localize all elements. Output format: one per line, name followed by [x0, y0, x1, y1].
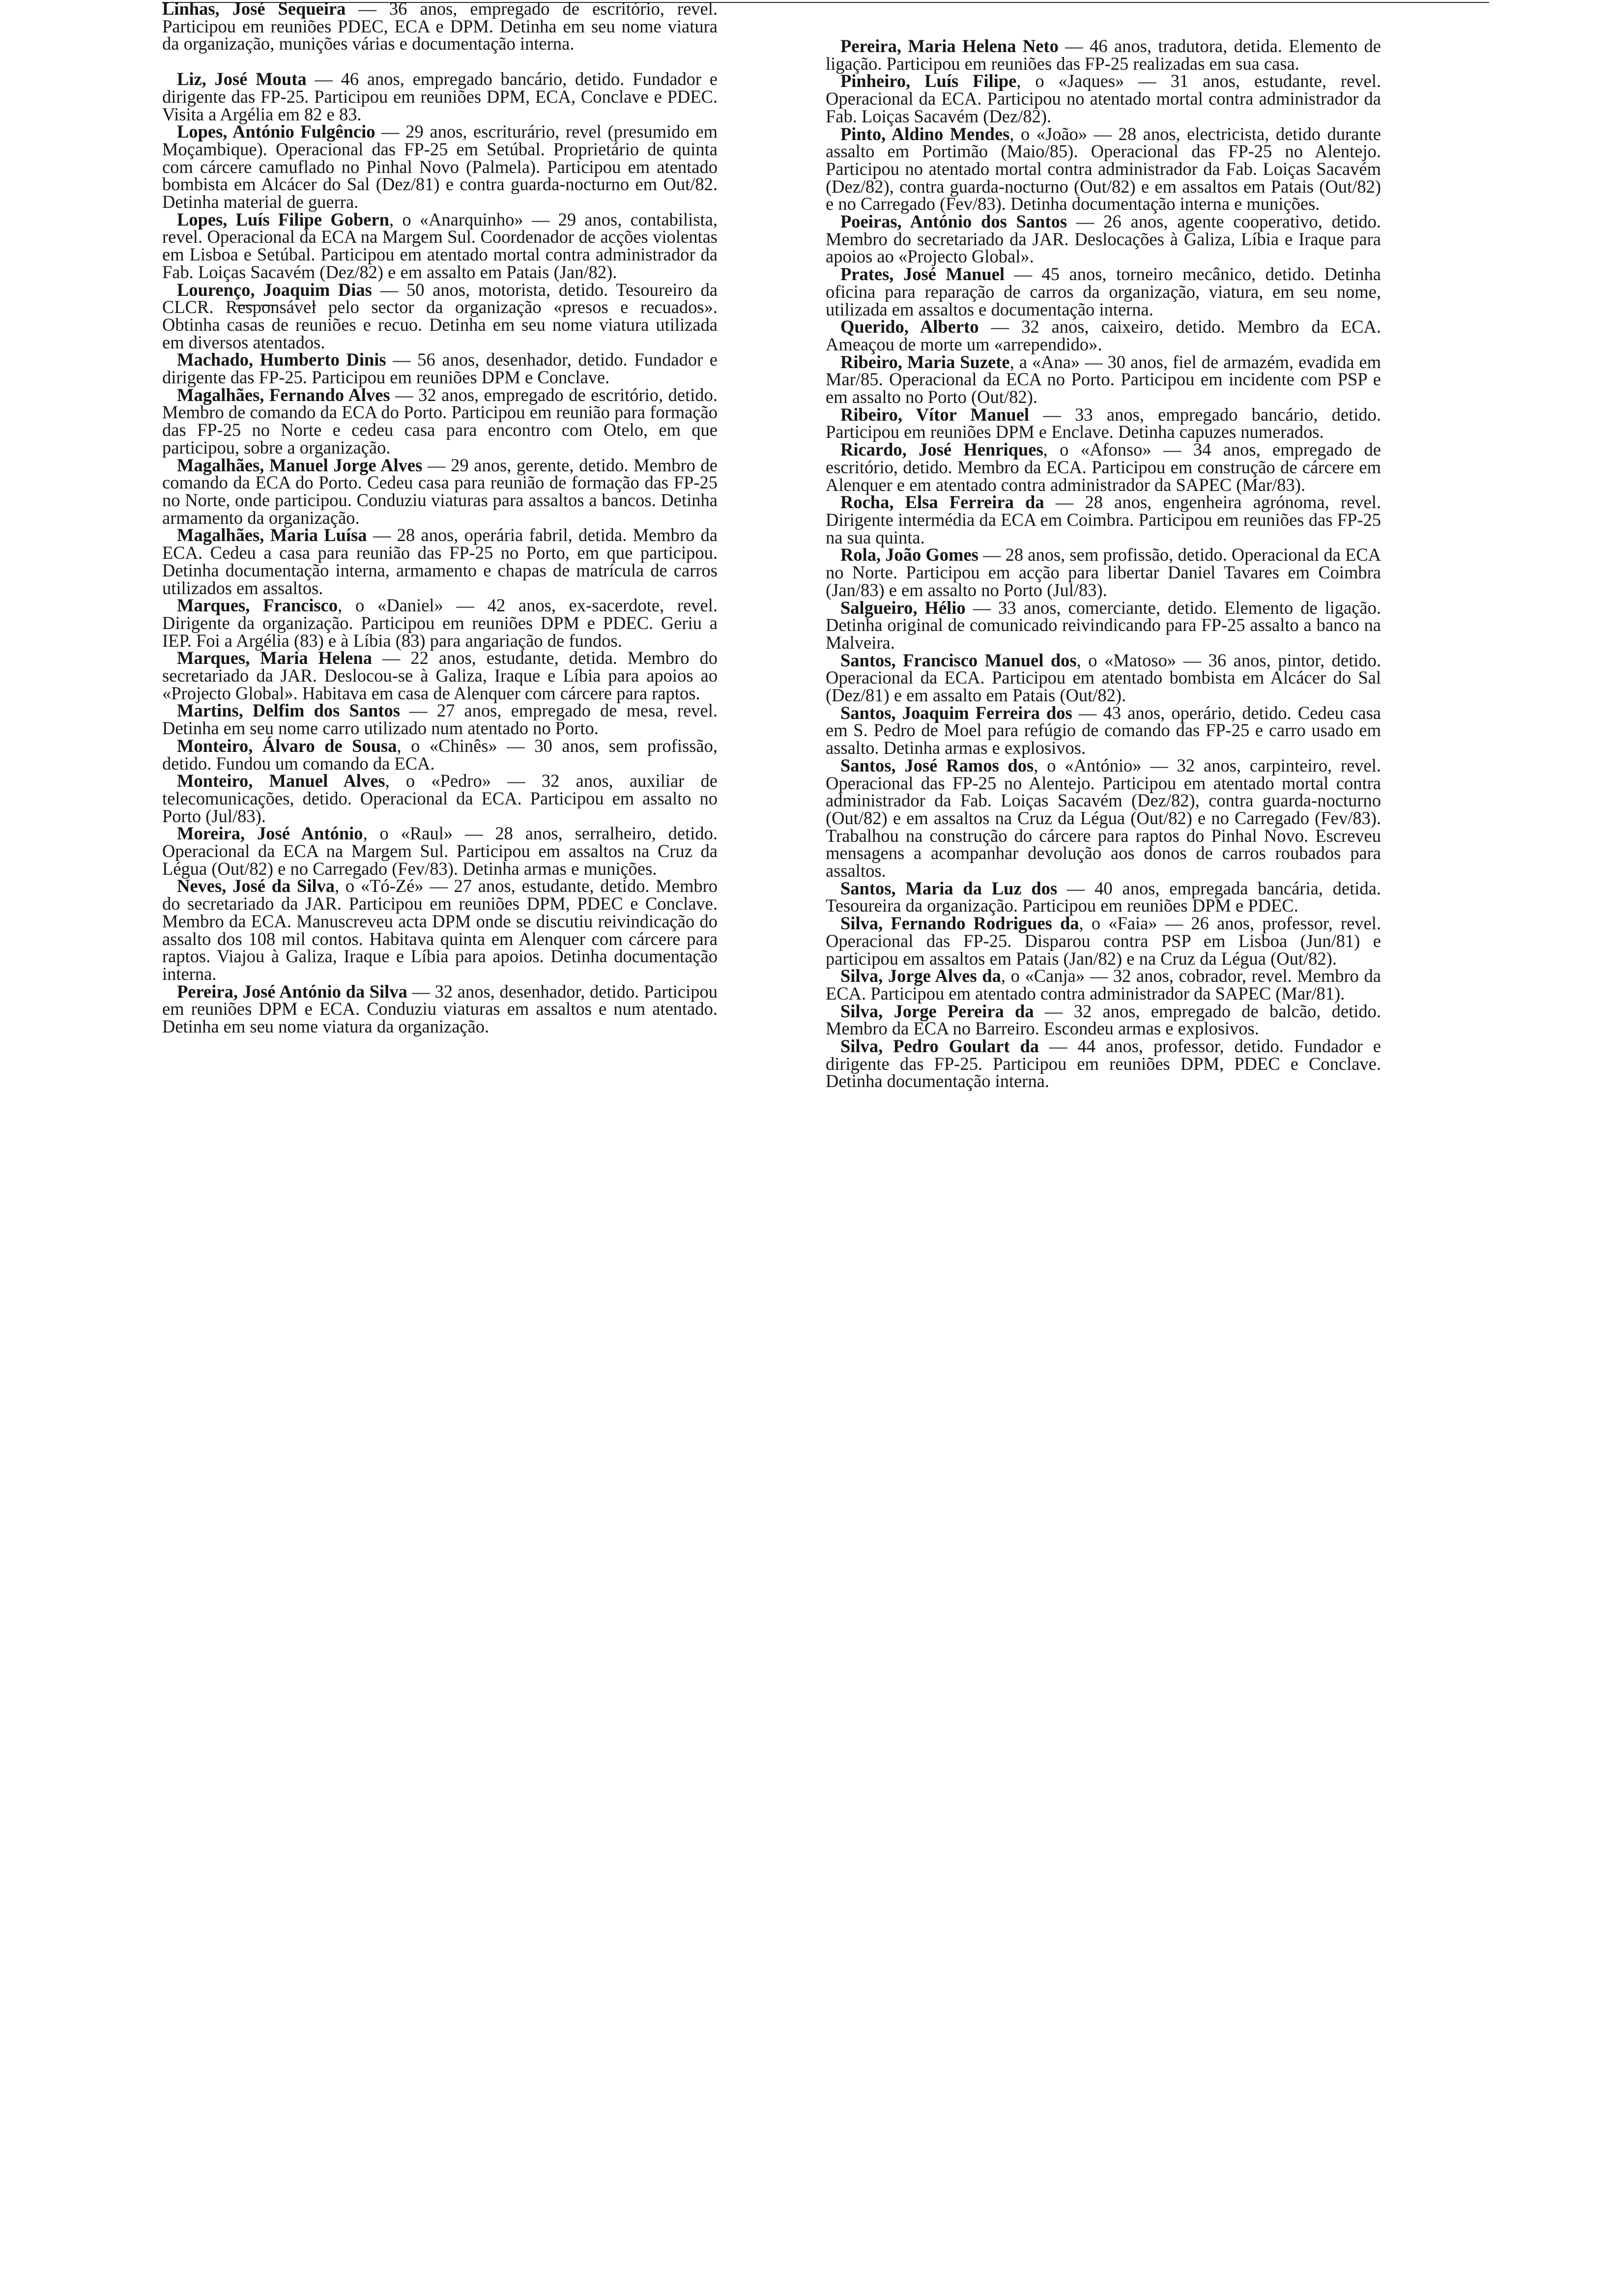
entry-ricardo: Ricardo, José Henriques, o «Afonso» — 34 anos, empregado de escritório, detido. Membro da ECA. Participou em construção de cárcere em Alenquer e em atentado contra administrador da SAPEC (Mar/83). — [826, 439, 1381, 495]
entry-liz: Liz, José Mouta — 46 anos, empregado bancário, detido. Fundador e dirigente das FP-25. Participou em reuniões DPM, ECA, Conclave e PDEC. Visita a Argélia em 82 e 83. — [162, 69, 718, 124]
entry-rocha: Rocha, Elsa Ferreira da — 28 anos, engenheira agrónoma, revel. Dirigente intermédia da ECA em Coimbra. Participou em reuniões das FP-25 na sua quinta. — [826, 492, 1381, 547]
entry-marques-maria: Marques, Maria Helena — 22 anos, estudante, detida. Membro do secretariado da JAR. Deslocou-se à Galiza, Iraque e Líbia para apoios ao «Projecto Global». Habitava em casa de Alenquer com cárcere para raptos. — [162, 648, 718, 703]
entry-lourenco: Lourenço, Joaquim Dias — 50 anos, motorista, detido. Tesoureiro da CLCR. Responsável pelo sector da organização «presos e recuados». Obtinha casas de reuniões e recuo. Detinha em seu nome viatura utilizada em diversos atentados. — [162, 279, 718, 352]
entry-linhas: Linhas, José Sequeira — 36 anos, empregado de escritório, revel. Participou em reuniões PDEC, ECA e DPM. Detinha em seu nome viatura da organização, munições várias e documentação interna. — [162, 0, 718, 54]
entry-machado: Machado, Humberto Dinis — 56 anos, desenhador, detido. Fundador e dirigente das FP-25. Participou em reuniões DPM e Conclave. — [162, 349, 718, 388]
entry-magalhaes-maria: Magalhães, Maria Luísa — 28 anos, operária fabril, detida. Membro da ECA. Cedeu a casa para reunião das FP-25 no Porto, em que participou. Detinha documentação interna, armamento e chapas de matrícula de carros utilizados em assaltos. — [162, 525, 718, 598]
entry-ribeiro-maria: Ribeiro, Maria Suzete, a «Ana» — 30 anos, fiel de armazém, evadida em Mar/85. Operacional da ECA no Porto. Participou em incidente com PSP e em assalto no Porto (Out/82). — [826, 351, 1381, 407]
entry-salgueiro: Salgueiro, Hélio — 33 anos, comerciante, detido. Elemento de ligação. Detinha original de comunicado reivindicando para FP-25 assalto a banco na Malveira. — [826, 597, 1381, 653]
right-column — [826, 0, 1381, 1090]
entry-ribeiro-vitor: Ribeiro, Vítor Manuel — 33 anos, empregado bancário, detido. Participou em reuniões DPM e Enclave. Detinha capuzes numerados. — [826, 404, 1382, 442]
entry-marques-francisco: Marques, Francisco, o «Daniel» — 42 anos, ex-sacerdote, revel. Dirigente da organização. Participou em reuniões DPM e PDEC. Geriu a IEP. Foi a Argélia (83) e à Líbia (83) para angariação de fundos. — [162, 595, 718, 651]
entry-monteiro-alvaro: Monteiro, Álvaro de Sousa, o «Chinês» — 30 anos, sem profissão, detido. Fundou um comando da ECA. — [162, 735, 718, 774]
entry-monteiro-manuel: Monteiro, Manuel Alves, o «Pedro» — 32 anos, auxiliar de telecomunicações, detido. Operacional da ECA. Participou em assalto no Porto (Jul/83). — [162, 771, 718, 826]
entry-neves: Neves, José da Silva, o «Tó-Zé» — 27 anos, estudante, detido. Membro do secretariado da JAR. Participou em reuniões DPM, PDEC e Conclave. Membro da ECA. Manuscreveu acta DPM onde se discutiu reivindicação do assalto dos 108 mil contos. Habitava quinta em Alenquer com cárcere para raptos. Viajou à Galiza, Iraque e Líbia para apoios. Detinha documentação interna. — [162, 876, 718, 984]
entry-pereira-maria: Pereira, Maria Helena Neto — 46 anos, tradutora, detida. Elemento de ligação. Participou em reuniões das FP-25 realizadas em sua casa. — [826, 36, 1381, 74]
entry-lopes-antonio: Lopes, António Fulgêncio — 29 anos, escriturário, revel (presumido em Moçambique). Operacional das FP-25 em Setúbal. Proprietário de quinta com cárcere camuflado no Pinhal Novo (Palmela). Participou em atentado bombista em Alcácer do Sal (Dez/81) e contra guarda-nocturno em Out/82. Detinha material de guerra. — [162, 121, 718, 212]
entry-silva-fernando: Silva, Fernando Rodrigues da, o «Faia» — 26 anos, professor, revel. Operacional das FP-25. Disparou contra PSP em Lisboa (Jun/81) e participou em assaltos em Patais (Jan/82) e na Cruz da Légua (Out/82). — [826, 913, 1381, 969]
entry-silva-jorge-alves: Silva, Jorge Alves da, o «Canja» — 32 anos, cobrador, revel. Membro da ECA. Participou em atentado contra administrador da SAPEC (Mar/81). — [826, 966, 1381, 1004]
entry-magalhaes-manuel: Magalhães, Manuel Jorge Alves — 29 anos, gerente, detido. Membro de comando da ECA do Porto. Cedeu casa para reunião de formação das FP-25 no Norte, onde participou. Conduziu viaturas para assaltos a bancos. Detinha armamento da organização. — [162, 455, 718, 528]
entry-pereira-jose: Pereira, José António da Silva — 32 anos, desenhador, detido. Participou em reuniões DPM e ECA. Conduziu viaturas em assaltos e num atentado. Detinha em seu nome viatura da organização. — [162, 981, 718, 1037]
entry-martins: Martins, Delfim dos Santos — 27 anos, empregado de mesa, revel. Detinha em seu nome carro utilizado num atentado no Porto. — [162, 700, 718, 739]
entry-silva-jorge-pereira: Silva, Jorge Pereira da — 32 anos, empregado de balcão, detido. Membro da ECA no Barreiro. Escondeu armas e explosivos. — [826, 1001, 1381, 1039]
entry-pinheiro: Pinheiro, Luís Filipe, o «Jaques» — 31 anos, estudante, revel. Operacional da ECA. Participou no atentado mortal contra administrador da Fab. Loiças Sacavém (Dez/82). — [826, 71, 1381, 126]
entry-querido: Querido, Alberto — 32 anos, caixeiro, detido. Membro da ECA. Ameaçou de morte um «arrependido». — [826, 316, 1382, 354]
entry-santos-jose: Santos, José Ramos dos, o «António» — 32 anos, carpinteiro, revel. Operacional das FP-25 no Alentejo. Participou em atentado mortal contra administrador da Fab. Loiças Sacavém (Dez/82), contra guarda-nocturno (Out/82) e em assaltos na Cruz da Légua (Out/82) e no Carregado (Fev/83). Trabalhou na construção do cárcere para raptos do Pinhal Novo. Escreveu mensagens a acompanhar devolução aos donos de carros roubados para assaltos. — [826, 755, 1381, 881]
left-column — [162, 0, 718, 1035]
entry-rola: Rola, João Gomes — 28 anos, sem profissão, detido. Operacional da ECA no Norte. Participou em acção para libertar Daniel Tavares em Coimbra (Jan/83) e em assalto no Porto (Jul/83). — [826, 545, 1382, 600]
entry-poeiras: Poeiras, António dos Santos — 26 anos, agente cooperativo, detido. Membro do secretariado da JAR. Deslocações à Galiza, Líbia e Iraque para apoios ao «Projecto Global». — [826, 211, 1381, 267]
entry-santos-maria: Santos, Maria da Luz dos — 40 anos, empregada bancária, detida. Tesoureira da organização. Participou em reuniões DPM e PDEC. — [826, 878, 1381, 916]
entry-magalhaes-fernando: Magalhães, Fernando Alves — 32 anos, empregado de escritório, detido. Membro de comando da ECA do Porto. Participou em reunião para formação das FP-25 no Norte e cedeu casa para encontro com Otelo, em que participou, sobre a organização. — [162, 384, 718, 458]
entry-santos-francisco: Santos, Francisco Manuel dos, o «Matoso» — 36 anos, pintor, detido. Operacional da ECA. Participou em atentado bombista em Alcácer do Sal (Dez/81) e em assalto em Patais (Out/82). — [826, 650, 1381, 706]
entry-moreira: Moreira, José António, o «Raul» — 28 anos, serralheiro, detido. Operacional da ECA na Margem Sul. Participou em assaltos na Cruz da Légua (Out/82) e no Carregado (Fev/83). Detinha armas e munições. — [162, 823, 718, 879]
entry-prates: Prates, José Manuel — 45 anos, torneiro mecânico, detido. Detinha oficina para reparação de carros da organização, viatura, em seu nome, utilizada em assaltos e documentação interna. — [826, 264, 1381, 319]
entry-santos-joaquim: Santos, Joaquim Ferreira dos — 43 anos, operário, detido. Cedeu casa em S. Pedro de Moel para refúgio de comando das FP-25 e carro usado em assalto. Detinha armas e explosivos. — [826, 702, 1381, 758]
entry-pinto: Pinto, Aldino Mendes, o «João» — 28 anos, electricista, detido durante assalto em Portimão (Maio/85). Operacional das FP-25 no Alentejo. Participou no atentado mortal contra administrador da Fab. Loiças Sacavém (Dez/82), contra guarda-nocturno (Out/82) e em assaltos em Patais (Out/82) e no Carregado (Fev/83). Detinha documentação interna e munições. — [826, 123, 1381, 214]
entry-silva-pedro: Silva, Pedro Goulart da — 44 anos, professor, detido. Fundador e dirigente das FP-25. Participou em reuniões DPM, PDEC e Conclave. Detinha documentação interna. — [826, 1036, 1381, 1091]
entry-lopes-luis: Lopes, Luís Filipe Gobern, o «Anarquinho» — 29 anos, contabilista, revel. Operacional da ECA na Margem Sul. Coordenador de acções violentas em Lisboa e Setúbal. Participou em atentado mortal contra administrador da Fab. Loiças Sacavém (Dez/82) e em assalto em Patais (Jan/82). — [162, 209, 718, 282]
